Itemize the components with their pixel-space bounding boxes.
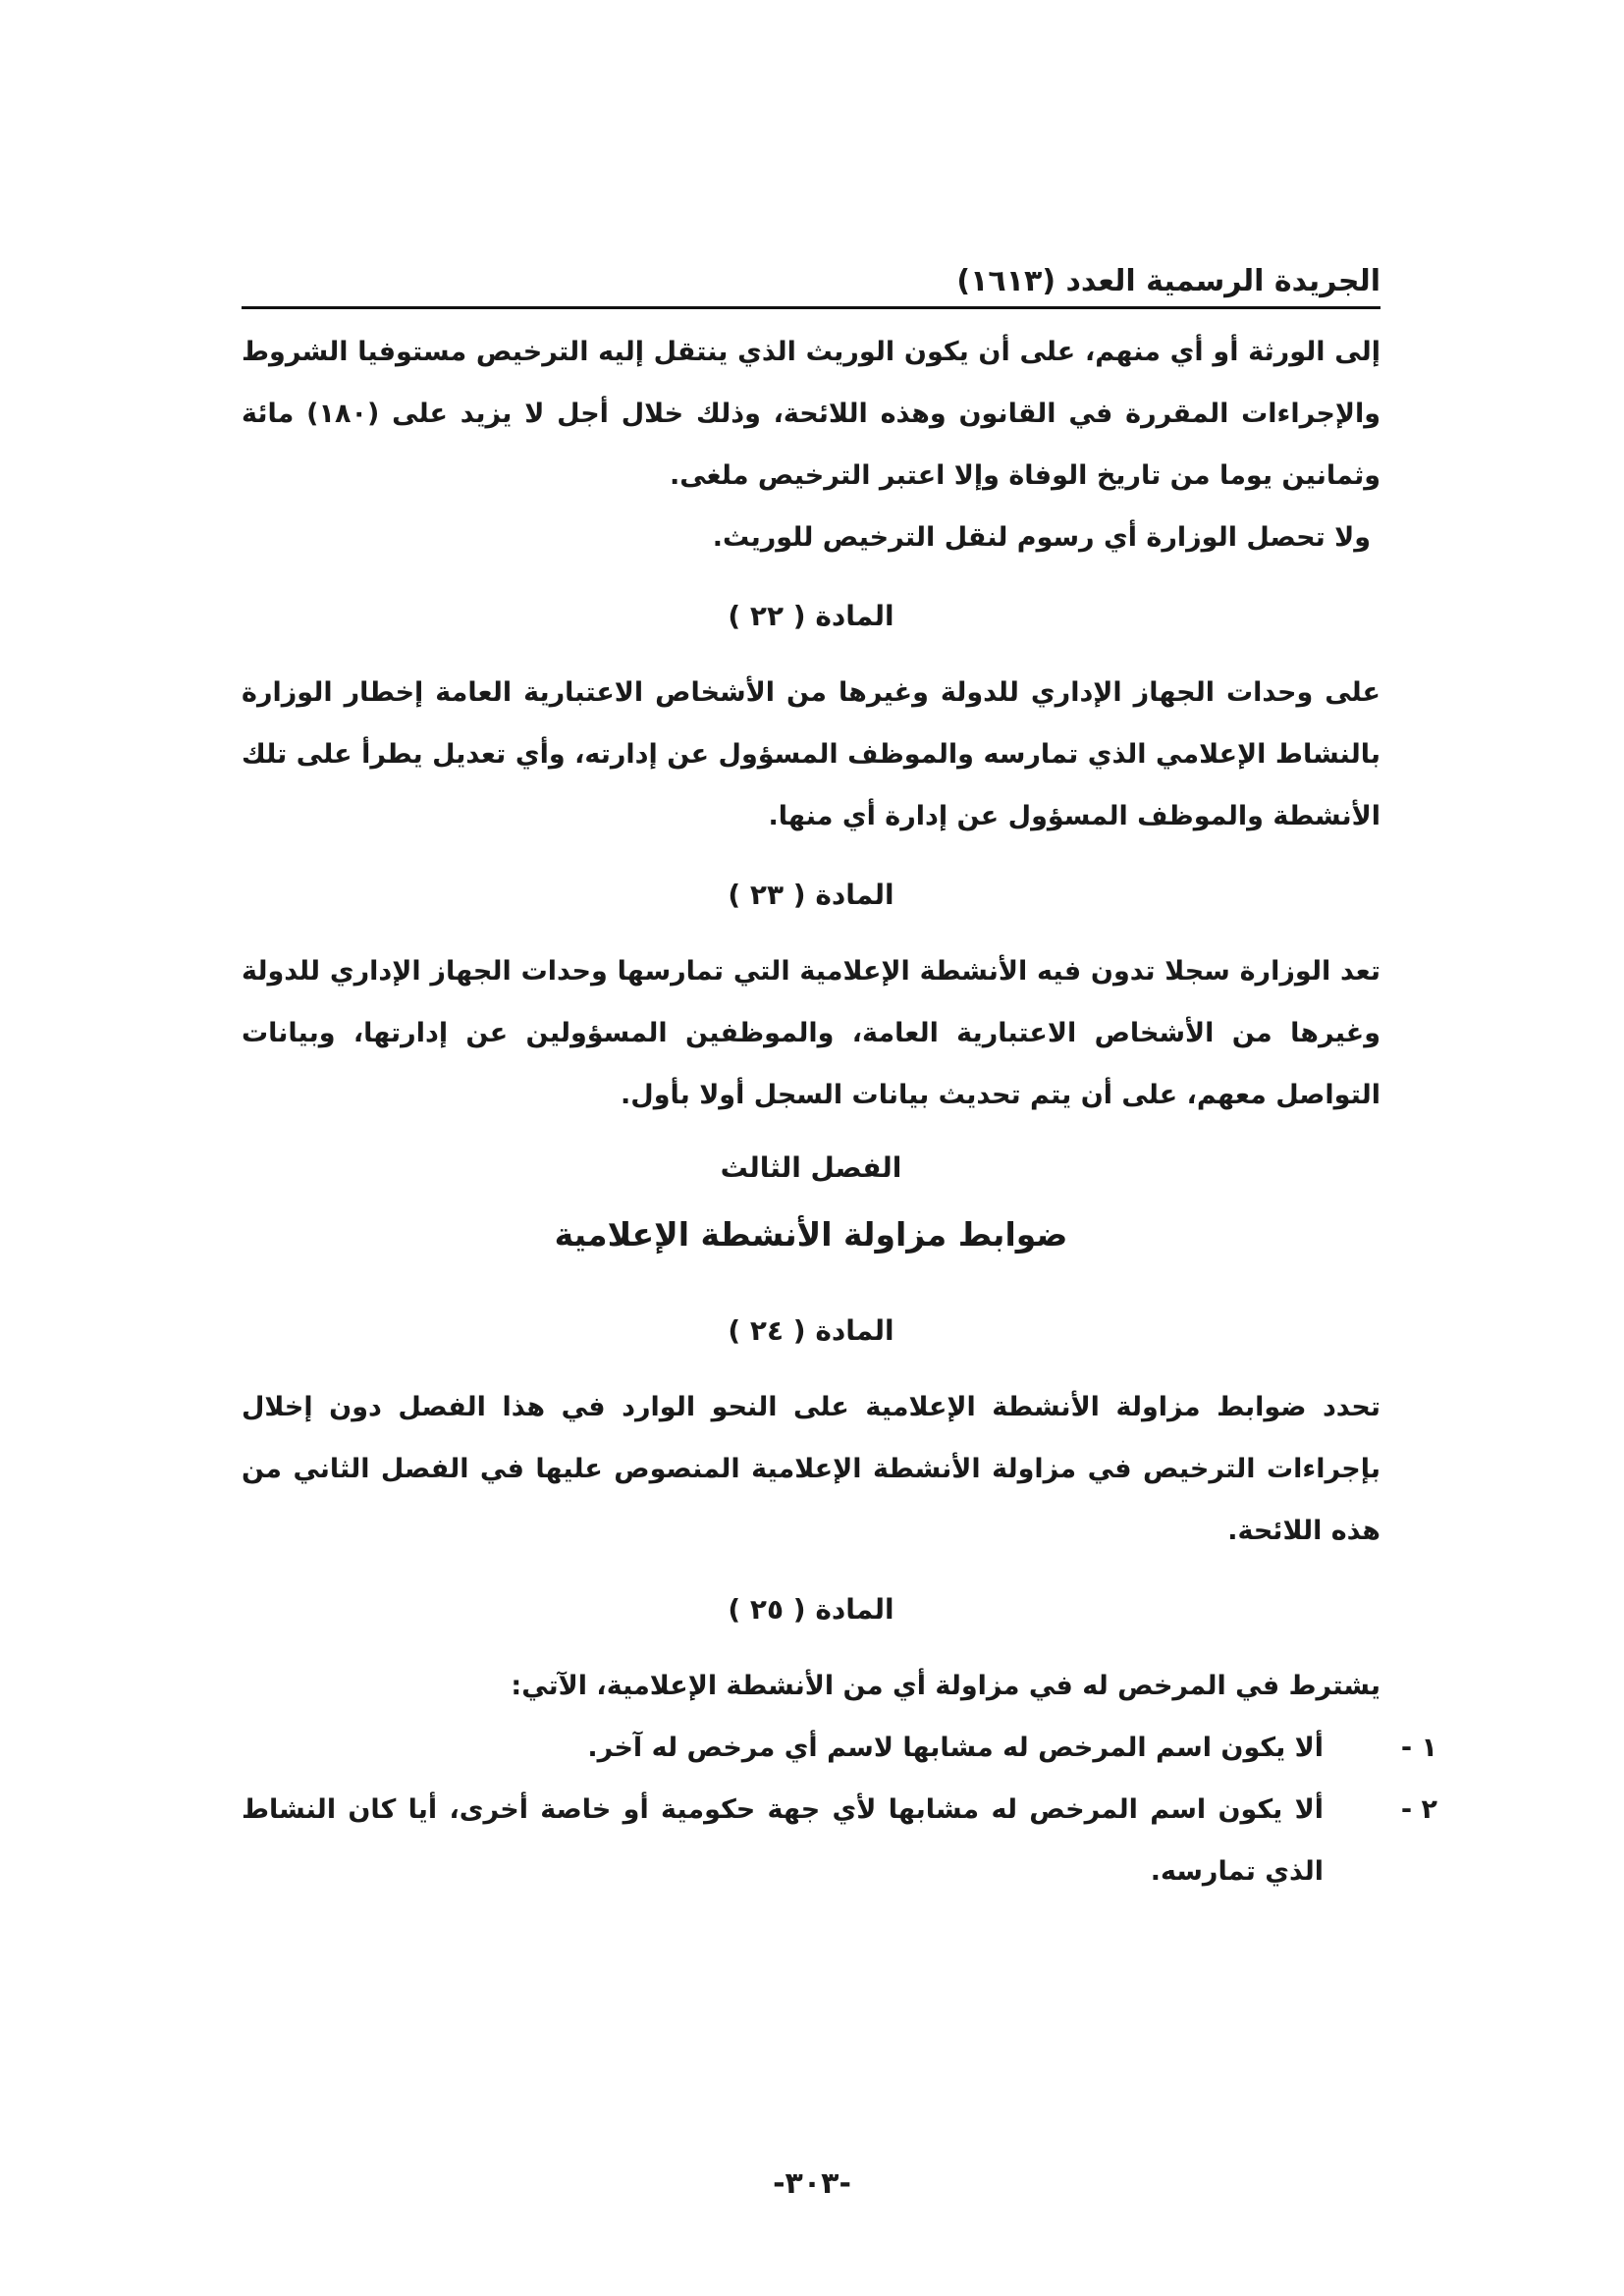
list-item xyxy=(242,1717,1437,1779)
gazette-header: الجريدة الرسمية العدد (١٦١٣) xyxy=(956,264,1380,298)
header-divider xyxy=(242,306,1380,309)
article-24-text: تحدد ضوابط مزاولة الأنشطة الإعلامية على النحو الوارد في هذا الفصل دون إخلال بإجراءات الترخيص في مزاولة الأنشطة الإعلامية المنصوص عليها في الفصل الثاني من هذه اللائحة. xyxy=(242,1392,1380,1546)
article-24-heading: المادة ( ٢٤ ) xyxy=(728,1314,894,1347)
article-22-heading: المادة ( ٢٢ ) xyxy=(728,600,894,632)
list-item-number: ٢ - xyxy=(1400,1794,1437,1825)
list-item-text: ألا يكون اسم المرخص له مشابها لأي جهة حكومية أو خاصة أخرى، أيا كان النشاط الذي تمارسه. xyxy=(242,1794,1324,1887)
list-item xyxy=(242,1779,1437,1902)
article-25-intro: يشترط في المرخص له في مزاولة أي من الأنشطة الإعلامية، الآتي: xyxy=(511,1671,1380,1701)
paragraph-fees: ولا تحصل الوزارة أي رسوم لنقل الترخيص للوريث. xyxy=(712,522,1371,553)
chapter-heading: الفصل الثالث xyxy=(720,1151,902,1184)
page-number: -٣٠٣- xyxy=(773,2166,851,2201)
article-23-heading: المادة ( ٢٣ ) xyxy=(728,879,894,911)
article-22-text: على وحدات الجهاز الإداري للدولة وغيرها من الأشخاص الاعتبارية العامة إخطار الوزارة بالنشاط الإعلامي الذي تمارسه والموظف المسؤول عن إدارته، وأي تعديل يطرأ على تلك الأنشطة والموظف المسؤول عن إدارة أي منها. xyxy=(242,677,1380,831)
paragraph-continuation: إلى الورثة أو أي منهم، على أن يكون الوريث الذي ينتقل إليه الترخيص مستوفيا الشروط والإجراءات المقررة في القانون وهذه اللائحة، وذلك خلال أجل لا يزيد على (١٨٠) مائة وثمانين يوما من تاريخ الوفاة وإلا اعتبر الترخيص ملغى. xyxy=(242,337,1381,491)
list-item-number: ١ - xyxy=(1400,1733,1437,1763)
page-content xyxy=(242,321,1437,1902)
chapter-subtitle: ضوابط مزاولة الأنشطة الإعلامية xyxy=(554,1215,1068,1254)
article-25-heading: المادة ( ٢٥ ) xyxy=(728,1593,894,1626)
list-item-text: ألا يكون اسم المرخص له مشابها لاسم أي مرخص له آخر. xyxy=(587,1733,1324,1763)
article-23-text: تعد الوزارة سجلا تدون فيه الأنشطة الإعلامية التي تمارسها وحدات الجهاز الإداري للدولة وغيرها من الأشخاص الاعتبارية العامة، والموظفين المسؤولين عن إدارتها، وبيانات التواصل معهم، على أن يتم تحديث بيانات السجل أولا بأول. xyxy=(242,956,1380,1110)
